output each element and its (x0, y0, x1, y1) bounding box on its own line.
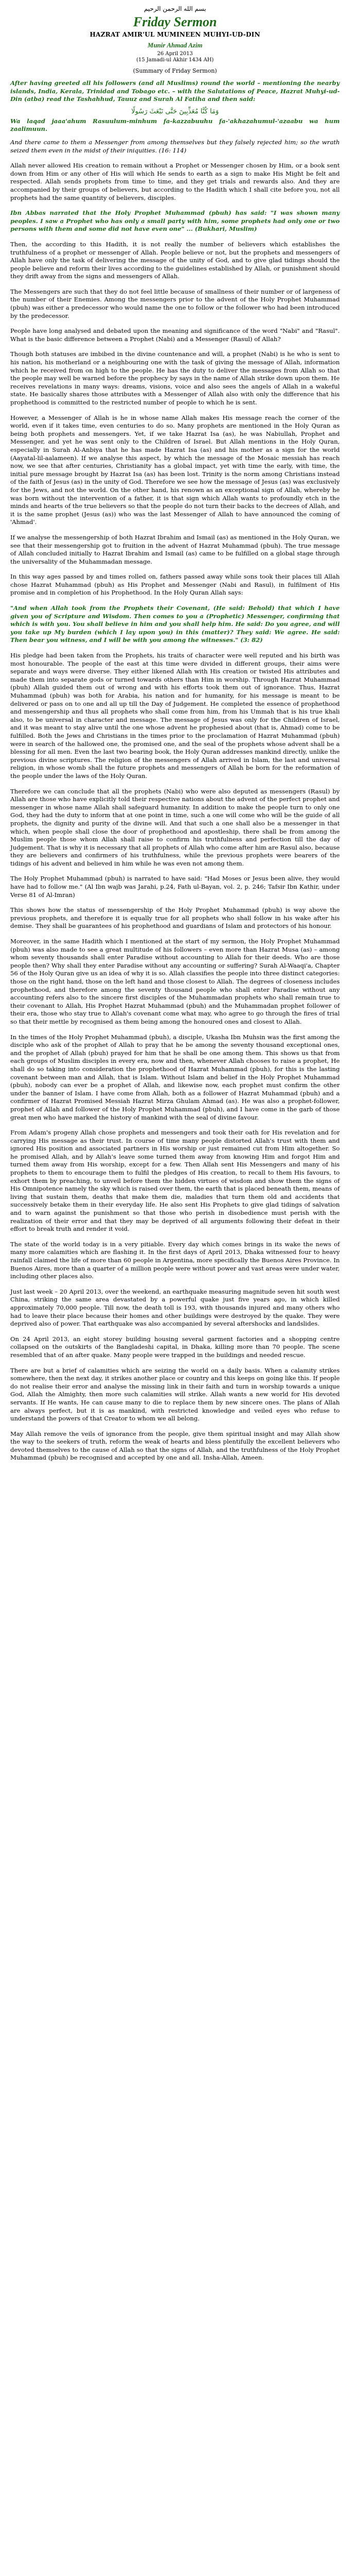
paragraph-14: Moreover, in the same Hadith which I mentioned at the start of my sermon, the Holy Prophet Muhammad (pbuh) was also made to see a great multitude of his followers – even more than Hazrat Musa (as) – among whom seventy thousands shall enter Paradise without accounting to Allah for their deeds. Who are those people then? Why shall they enter Paradise without any accounting or suffering? Surah Al-Waaqi'a, Chapter 56 of the Holy Quran give us an idea of why it is so. Allah classifies the people into three distinct categories: those on the right hand, those on the left hand and those closest to Allah. The degrees of closeness includes prophethood, and therefore among the seventy thousand people who shall enter Paradise without any accounting refers also to the sincere first disciples of the Muhammadan prophets who shall remain true to their covenant to Allah, His Prophet Hazrat Muhammad (pbuh) and the Muhammadan prophet follower of their era, those who stay true to Allah's covenant come what may, who agree to go through the fires of trial so that their mettle by recognised as them being among the honoured ones and closest to Allah. (10, 938, 340, 1025)
paragraph-6: Though both statuses are imbibed in the divine countenance and will, a prophet (Nabi) is he who is sent to his nation, his motherland or a neighbouring one with the task of giving the message of Allah, information which he received from on high to the people. He has the duty to deliver the messages from Allah so that the people may well be warned before the prophecy by says in the name of Allah strike down upon them. He receives revelations in many ways: dreams, visions, voice and also sees the angels of Allah in a wakeful state. He basically shares those attributes with a Messenger of Allah also with only the difference that his prophethood is committed to the restricted number of people to which he is sent. (10, 350, 340, 406)
paragraph-1: Allah never allowed His creation to remain without a Prophet or Messenger chosen by Him, or a book sent down from Him or any other of His will which He sends to earth as a sign to make His Might be felt and respected. Allah sends prophets from time to time, and they get trials and rewards also. And they are accompanied by their groups of believers, but according to the Hadith which I shall cite before you, not all prophets had the same quantity of believers, disciples. (10, 162, 340, 201)
sermon-page (10, 0, 340, 1485)
paragraph-20: There are but a brief of calamities which are seizing the world on a daily basis. When a calamity strikes somewhere, then the next day, it strikes another place or country and this keeps on going like this. If people do not realise their error and analyse the missing link in their faith and turn in worship towards a unique God, Allah the Almighty, then more such calamities will strike. Allah wants a new world for His devoted servants. If He wants, He can cause many to die to replace them by new sincere ones. The plans of Allah are always perfect, but it is as mankind, with restricted knowledge and veiled eyes who refuse to understand the powers of that Creator to whom we all belong. (10, 1366, 340, 1422)
paragraph-15: In the times of the Holy Prophet Muhammad (pbuh), a disciple, Ukasha Ibn Muhsin was the first among the disciple who ask of the prophet of Allah to pray that he be among the seventy thousand exceptional ones, and the prophet of Allah (pbuh) prayed for him that he shall be one among them. This shows us that from each groups of Muslim disciples in every era, now and then, whenever Allah chooses to raise a prophet, He shall do so taking into consideration the prophethood of Hazrat Muhammad (pbuh), for this is the lasting covenant between man and Allah, that is Islam. Without Islam and belief in the Holy Prophet Muhammad (pbuh), nobody can ever be a prophet of Allah, and likewise now, each prophet must confirm the other under the banner of Islam. I have come from Allah, both as a follower of Hazrat Muhammad (pbuh) and a confirmer of Hazrat Promised Messiah Hazrat Mirza Ghulam Ahmad (as). He was also a prophet-follower, prophet of Allah and follower of the Holy Prophet Muhammad (pbuh), and I have come in the garb of those great men who have marked the history of mankind with the seal of divine favour. (10, 1033, 340, 1121)
paragraph-hadith: Ibn Abbas narrated that the Holy Prophet Muhammad (pbuh) has said: "I was shown many peoples. I saw a Prophet who has only a small party with him, some prophets had only one or two persons with them and some did not have even one" ... (Bukhari, Muslim) (10, 209, 340, 233)
paragraph-10: His pledge had been taken from the Prophets, his traits of character were well reputed and his birth was most honourable. The people of the east at this time were divided in different groups, their aims were separate and ways were diverse. They either likened Allah with His creation or twisted His attributes and made them into separate gods or turned towards others than Him in worship. Through Hazrat Muhammad (pbuh) Allah guided them out of wrong and with his efforts took them out of ignorance. Thus, Hazrat Muhammad (pbuh) was both for Arabia, his nation and for humanity, for his message is meant to be delivered or pass on to one and all up till the Day of Judgement. He completed the essence of prophethood and messengership and thus all prophets who shall come from him, from his Ummah that is his true khali also, to be universal in character and message. The message of Jesus was only for the Children of Israel, and it was meant to stay alive until the one whose advent he prophesied about (that is, Ahmad) come to be fulfilled. Both the Jews and Christians in the times prior to the proclamation of Hazrat Muhammad (pbuh) were in search of the hallowed one, the promised one, and the seal of the prophets whose advent shall be a blessing for all men. Even the last two bearing book, the Holy Quran addresses mankind directly, unlike the previous divine scriptures. The religion of the messengers of Allah arrived in Islam, the last and universal religion, in whose womb shall the future prophets and messengers of Allah be born for the reformation of the people under the laws of the Holy Quran. (10, 652, 340, 779)
paragraph-16: From Adam's progeny Allah chose prophets and messengers and took their oath for His revelation and for carrying His message as their trust. In course of time many people distorted Allah's trust with them and ignored His position and associated partners in His worship or just remained cut from Him altogether. So he promised Allah, and by Allah's leave some turned them away from knowing Him and forgot Him and turned them away from His worship, except for a few. Then Allah sent His Messengers and many of his prophets to them to encourage them to fulfil the pledges of His creation, to recall to them His favours, to exhort them by preaching, to unveil before them the hidden virtues of wisdom and show them the signs of His Omnipotence namely the sky which is raised over them, the earth that is placed beneath them, means of living that sustain them, deaths that make them die, maladies that turn them old and accidents that successively betake them in their everyday life. He also sent His Prophets to give glad tidings of salvation and to warn against the punishment so that those who perish in disobedience must perish with the realization of their error and that they may be deprived of all arguments following their defeat in their effort to break truth and render it void. (10, 1129, 340, 1233)
paragraph-17: The state of the world today is in a very pitiable. Every day which comes brings in its wake the news of many more calamities which are flashing it. In the first days of April 2013, Dhaka witnessed four to heavy rainfall claimed the life of more than 60 people in Argentina, more specifically the Buenos Aires Province. In Buenos Aires, more than a quarter of a million people were without power and vast areas were under water, including other places also. (10, 1240, 340, 1280)
paragraph-18: Just last week – 20 April 2013, over the weekend, an earthquake measuring magnitude seven hit south west China, striking the same area devastated by a powerful quake just five years ago, in which killed approximately 70,000 people. Till now, the death toll is 193, with thousands injured and many others who had to leave their place because their homes and other buildings were destroyed by the quake. They were deprived also of power. That earthquake was also accompanied by several aftershocks and landslides. (10, 1287, 340, 1328)
paragraph-21: May Allah remove the veils of ignorance from the people, give them spiritual insight and may Allah show the way to the seekers of truth, reform the weak of hearts and bless plentifully the excellent believers who devoted themselves to the cause of Allah so that the signs of Allah, and the truthfulness of the Holy Prophet Muhammad (pbuh) be recognised and accepted by one and all. Insha-Allah, Ameen. (10, 1430, 340, 1462)
paragraph-9: In this way ages passed by and times rolled on, fathers passed away while sons took their places till Allah chose Hazrat Muhammad (pbuh) as His Prophet and Messenger (Nabi and Rasul), in fulfilment of His promise and in completion of his Prophethood. In the Holy Quran Allah says: (10, 573, 340, 597)
paragraph-8: If we analyse the messengership of both Hazrat Ibrahim and Ismail (as) as mentioned in the Holy Quran, we see that their messengership got to fruition in the advent of Hazrat Muhammad (pbuh). The true message of Allah concluded initially to Hazrat Ibrahim and Ismail (as) came to be fulfilled on a global stage through the universality of the Muhammadan message. (10, 533, 340, 565)
quran-verse-arabic: وَمَا كُنَّا مُعَذِّبِينَ حَتَّى نَبْعَثَ رَسُولًا (131, 107, 219, 115)
intro-paragraph: After having greeted all his followers (and all Muslims) round the world – mentioning the nearby islands, India, Kerala, Trinidad and Tobago etc. – with the Salutations of Peace, Hazrat Muhyi-ud-Din (atba) read the Tashahhud, Tauuz and Surah Al Fatiha and then said: (10, 79, 340, 103)
paragraph-13: This shows how the status of messengership of the Holy Prophet Muhammad (pbuh) is way above the previous prophets, and therefore it is equally true for all prophets who shall follow in his wake after his demise. They shall be guarantees of his prophethood and guardians of Islam and protectors of his honour. (10, 906, 340, 930)
quran-verse-transliteration: Wa laqad jaaa'ahum Rasuulum-minhum fa-kazzabuuhu fa-'akhazahumul-'azaabu wa hum zaalimuun. (10, 117, 340, 133)
quran-quote-covenant: "And when Allah took from the Prophets their Covenant, (He said: Behold) that which I have given you of Scripture and Wisdom. Then comes to you a (Prophetic) Messenger, confirming that which is with you. You shall believe in him and you shall help him. He said: Do you agree, and will you take up My burden (which I lay upon you) in this (matter)? They said: We agree. He said: Then bear you witness, and I will be with you among the witnesses." (3: 82) (10, 604, 340, 644)
summary-label: (Summary of Friday Sermon) (133, 67, 217, 74)
imam-name: Munir Ahmad Azim (147, 41, 203, 49)
paragraph-12: The Holy Prophet Muhammad (pbuh) is narrated to have said: "Had Moses or Jesus been alive, they would have had to follow me." (Al Ibn wajb was Jarahi, p.24, Fath ul-Bayan, vol. 2, p. 246; Tafsir Ibn Kathir, under Verse 81 of Al-Imran) (10, 875, 340, 899)
hijri-date: (15 Jamadi-ul Akhir 1434 AH) (136, 57, 214, 63)
paragraph-3: Then, the according to this Hadith, it is not really the number of believers which establishes the truthfulness of a prophet or messenger of Allah. People believe or not, but the prophets and messengers of Allah have only the task of delivering the message of the unity of God, and to give glad tidings should the people believe and reform their lives according to the guidelines established by Allah, or punishment should they drift away from the signs and messengers of Allah. (10, 240, 340, 280)
paragraph-4: The Messengers are such that they do not feel little because of smallness of their number or of largeness of the number of their Enemies. Among the messengers prior to the advent of the Holy Prophet Muhammad (pbuh) was either a predecessor who would name the one to follow or the follower who had been introduced by the predecessor. (10, 287, 340, 319)
gregorian-date: 26 April 2013 (157, 51, 193, 57)
paragraph-11: Therefore we can conclude that all the prophets (Nabi) who were also deputed as messengers (Rasul) by Allah are those who have explicitly told their respective nations about the advent of the perfect prophet and messenger in whose name Allah shall safeguard humanity. In addition to make the people turn to only one God, they had the duty to inform that at one point in time, such a one will come who will be the guide of all prophets, the dignity and purity of the divine will. And that such a one shall also be a messenger in that which, when people shall close the door of prophethood and apostleship, there shall be from among the Muslim people those whom Allah shall raise to confirm his truthfulness and perfection till the day of Judgement. That is why it is necessary that all prophets of Allah who come after him are Rasul also, because they are believers and confirmers of his truthfulness, while the previous prophets were bearers of the tidings of his advent and believed in him while he was even not among them. (10, 787, 340, 867)
paragraph-5: People have long analysed and debated upon the meaning and significance of the word "Nabi" and "Rasul". What is the basic difference between a Prophet (Nabi) and a Messenger (Rasul) of Allah? (10, 327, 340, 343)
basmala: بسم الله الرحمن الرحيم (144, 5, 206, 12)
paragraph-19: On 24 April 2013, an eight storey building housing several garment factories and a shopping centre collapsed on the outskirts of the Bangladeshi capital, in Dhaka, killing more than 70 people. The scene resembled that of an after quake. Many people were trapped in the buildings and needed rescue. (10, 1335, 340, 1359)
paragraph-7: However, a Messenger of Allah is he in whose name Allah makes His message reach the corner of the world, even if it takes time, even centuries to do so. Many prophets are mentioned in the Holy Quran as being both prophets and messengers. Yet, if we take Hazrat Isa (as), he was Nabiullah, Prophet and Messenger, and yet he was sent only to the Children of Israel. But Allah mentions in the Holy Quran, especially in Surah Al-Anbiya that he has made Hazrat Isa (as) and his mother as a sign for the world (Aayatal-lil-aalameen). If we analyse this aspect, by which the message of the Mosaic messiah has reach now, we see that after centuries, Christianity has a global impact, yet with time the early, with time, the initial pure message brought by Hazrat Isa (as) has been lost. Trinity is the norm among Christians instead of the faith of Jesus (as) in the unity of God. Therefore we see how the message of Jesus (as) was exclusively for the Jews, and not the world. On the other hand, his renown as an exceptional sign of Allah, whereby he was born without the intervention of a father, it is that sign which Allah wants to profoundly etch in the minds and hearts of the true believers so that the people do not turn their backs to the decrees of Allah, and it is the same prophet (Jesus (as)) who was the last Messenger of Allah to have announced the coming of 'Ahmad'. (10, 414, 340, 526)
page-title: Friday Sermon (133, 14, 217, 29)
sermon-author-title: HAZRAT AMIR'UL MUMINEEN MUHYI-UD-DIN (90, 31, 260, 38)
quran-verse-translation: And there came to them a Messenger from among themselves but they falsely rejected him; so the wrath seized them even in the midst of their iniquities. (16: 114) (10, 138, 340, 154)
sermon-date (10, 51, 340, 63)
